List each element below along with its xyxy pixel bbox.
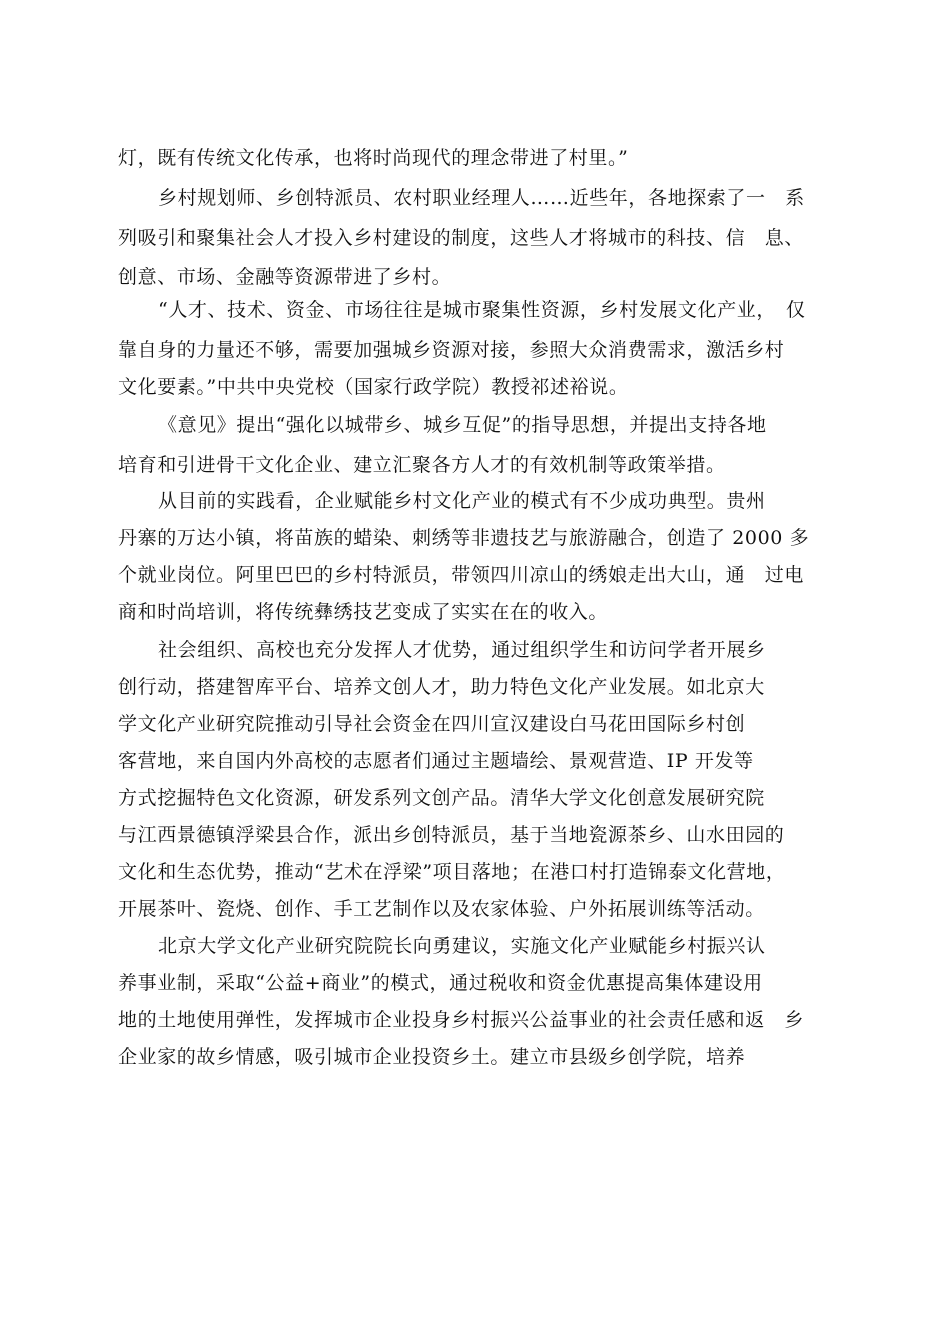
text-line: 养事业制，采取“公益+商业”的模式，通过税收和资金优惠提高集体建设用 — [118, 972, 763, 994]
text-line: 创行动，搭建智库平台、培养文创人才，助力特色文化产业发展。如北京大 — [118, 676, 765, 698]
text-line: 创意、市场、金融等资源带进了乡村。 — [118, 266, 452, 288]
text-line: 企业家的故乡情感，吸引城市企业投资乡土。建立市县级乡创学院，培养 — [118, 1046, 746, 1068]
text-line: 丹寨的万达小镇，将苗族的蜡染、刺绣等非遗技艺与旅游融合，创造了 2000 多 — [118, 527, 810, 549]
text-line: 个就业岗位。阿里巴巴的乡村特派员，带领四川凉山的绣娘走出大山，通 过电 — [118, 564, 805, 586]
text-line: 文化和生态优势，推动“艺术在浮梁”项目落地；在港口村打造锦泰文化营地， — [118, 861, 786, 883]
text-line: 商和时尚培训，将传统彝绣技艺变成了实实在在的收入。 — [118, 601, 609, 623]
text-line: 客营地，来自国内外高校的志愿者们通过主题墙绘、景观营造、IP 开发等 — [118, 750, 754, 772]
text-line: 北京大学文化产业研究院院长向勇建议，实施文化产业赋能乡村振兴认 — [158, 935, 766, 957]
text-line: 从目前的实践看，企业赋能乡村文化产业的模式有不少成功典型。贵州 — [158, 490, 766, 512]
text-line: 文化要素。”中共中央党校（国家行政学院）教授祁述裕说。 — [118, 376, 629, 398]
text-line: 与江西景德镇浮梁县合作，派出乡创特派员，基于当地瓷源茶乡、山水田园的 — [118, 824, 785, 846]
text-line: 地的土地使用弹性，发挥城市企业投身乡村振兴公益事业的社会责任感和返 乡 — [118, 1009, 805, 1031]
text-line: 列吸引和聚集社会人才投入乡村建设的制度，这些人才将城市的科技、信 息、 — [118, 227, 805, 249]
text-line: 靠自身的力量还不够，需要加强城乡资源对接，参照大众消费需求，激活乡村 — [118, 339, 785, 361]
text-line: 方式挖掘特色文化资源，研发系列文创产品。清华大学文化创意发展研究院 — [118, 787, 765, 809]
text-line: 培育和引进骨干文化企业、建立汇聚各方人才的有效机制等政策举措。 — [118, 454, 726, 476]
text-line: 灯，既有传统文化传承，也将时尚现代的理念带进了村里。” — [118, 147, 629, 169]
text-line: 乡村规划师、乡创特派员、农村职业经理人……近些年，各地探索了一 系 — [158, 187, 805, 209]
text-line: 社会组织、高校也充分发挥人才优势，通过组织学生和访问学者开展乡 — [158, 639, 766, 661]
text-line: 开展茶叶、瓷烧、创作、手工艺制作以及农家体验、户外拓展训练等活动。 — [118, 898, 765, 920]
text-line: “人才、技术、资金、市场往往是城市聚集性资源，乡村发展文化产业， 仅 — [158, 299, 806, 321]
text-line: 《意见》提出“强化以城带乡、城乡互促”的指导思想，并提出支持各地 — [158, 414, 767, 436]
text-line: 学文化产业研究院推动引导社会资金在四川宣汉建设白马花田国际乡村创 — [118, 713, 746, 735]
